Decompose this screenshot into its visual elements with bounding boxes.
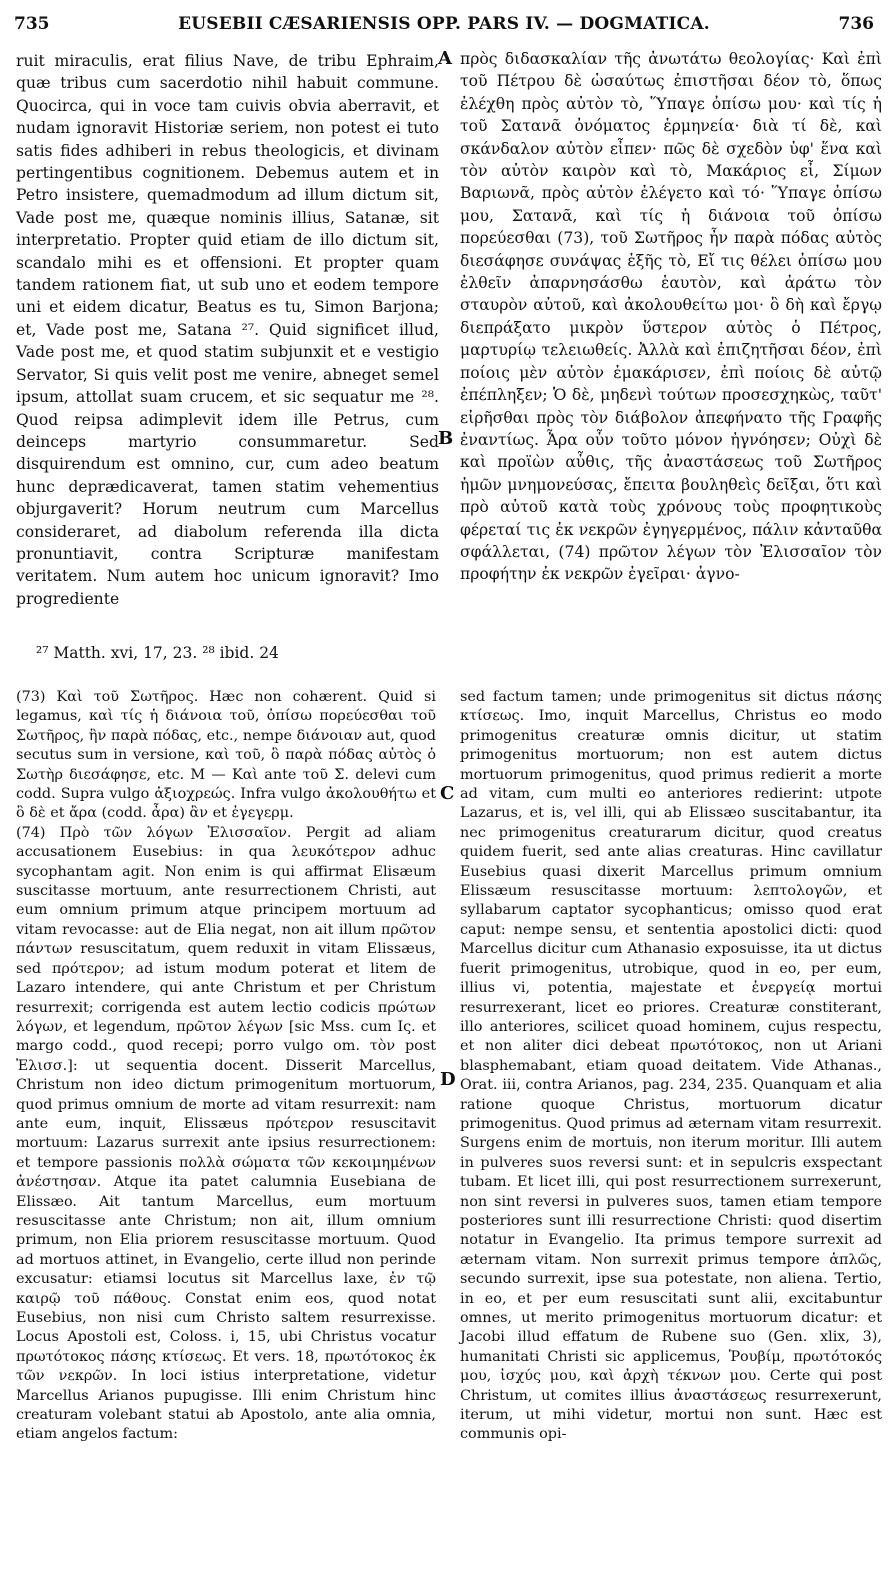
page-number-right: 736 bbox=[838, 14, 874, 34]
notes-left-column bbox=[16, 688, 436, 1445]
notes-right-column bbox=[460, 688, 882, 1445]
latin-main-text: ruit miraculis, erat filius Nave, de tribu Ephraim, quæ tribus cum sacerdotio nihil habuit commune. Quocirca, qui in voce tam cuivis obvia aberravit, et nudam ignoravit Historiæ seriem, non potest ei tuto satis fides adhiberi in rebus theologicis, et divinam pertingentibus cognitionem. Debemus autem et in Petro insistere, quemadmodum ad illum dictum sit, Vade post me, quæque nominis illius, Satanæ, sit interpretatio. Propter quid etiam de illo dictum sit, scandalo mihi es et offensioni. Et propter quam tandem rationem fiat, ut sub uno et eodem tempore uni et eidem dicatur, Beatus es tu, Simon Barjona; et, Vade post me, Satana ²⁷. Quid significet illud, Vade post me, et quod statim subjunxit et e vestigio Servator, Si quis velit post me venire, abneget semel ipsum, attollat suam crucem, et sic sequatur me ²⁸. Quod reipsa adimplevit idem ille Petrus, cum deinceps martyrio consummaretur. Sed disquirendum est omnino, cur, cum adeo beatum hunc deprædicaverat, tamen statim vehementius objurgaverit? Horum neutrum cum Marcellus consideraret, ad diabolum referenda illa dicta pronuntiavit, contra Scripturæ manifestam veritatem. Num autem hoc unicum ignoravit? Imo progrediente bbox=[16, 52, 439, 608]
section-marker-b: B bbox=[438, 428, 454, 449]
section-marker-d: D bbox=[440, 1069, 456, 1090]
page-number-left: 735 bbox=[14, 14, 50, 34]
note-73: (73) Καὶ τοῦ Σωτῆρος. Hæc non cohærent. Quid si legamus, καὶ τίς ἡ διάνοια τοῦ, ὀπίσω πορεύεσθαι τοῦ Σωτῆρος, ἣν παρὰ πόδας, etc., nempe διάνοιαν aut, quod secutus sum in versione, καὶ τοῦ, ὃ παρὰ πόδας αὐτὸς ὁ Σωτὴρ διεσάφησε, etc. M — Καὶ ante τοῦ Σ. delevi cum codd. Supra vulgo ἀξιοχρεώς. Infra vulgo ἀκολουθήτω et ὃ δὲ et ἄρα (codd. ἆρα) ἂν et ἐγεγερμ. bbox=[16, 689, 436, 822]
running-title: EUSEBII CÆSARIENSIS OPP. PARS IV. — DOGMATICA. bbox=[178, 14, 710, 34]
page-header bbox=[14, 14, 874, 40]
note-74-continued: sed factum tamen; unde primogenitus sit dictus πάσης κτίσεως. Imo, inquit Marcellus, Christus eo modo primogenitus creaturæ omnis dicitur, ut statim primogenitus mortuorum; non est autem dictus mortuorum primogenitus, quod primus redierit a morte ad vitam, cum multi eo anteriores redierint: utpote Lazarus, et is, vel illi, qui ab Elissæo suscitabantur, ita nec primogenitus creaturarum dicitur, quod creatus quidem fuerit, sed ante alias creaturas. Hinc cavillatur Eusebius quasi dixerit Marcellus primum omnium Elissæum resuscitasse mortuum: λεπτολογῶν, et syllabarum captator sycophanticus; omisso quod erat caput: nempe sensu, et sententia apostolici dicti: quod Marcellus dicitur cum Athanasio exposuisse, ita ut dictus fuerit primogenitus, utrobique, quod in eo, per eum, illius vi, potentia, majestate et ἐνεργείᾳ mortui resurrexerant, licet eo priores. Creaturæ constiterant, illo anteriores, scilicet quoad hominem, cujus respectu, et non aliter dici debeat πρωτότοκος, non ut Ariani blasphemabant, etiam quoad deitatem. Vide Athanas., Orat. iii, contra Arianos, pag. 234, 235. Quanquam et alia ratione quoque Christus, mortuorum dicatur primogenitus. Quod primus ad æternam vitam resurrexit. Surgens enim de mortuis, non iterum moritur. Illi autem in pulveres suos reversi sunt: et in sepulcris exspectant tubam. Et licet illi, qui post resurrectionem surrexerunt, non sint reversi in pulveres suos, tamen etiam tempore posteriores sunt illi resurrectione Christi: quod disertim notatur in Evangelio. Ita primus tempore surrexit ad æternam vitam. Non surrexit primus tempore ἁπλῶς, secundo surrexit, ipse sua potestate, non aliena. Tertio, in eo, et per eum resuscitati sunt alii, excitabuntur omnes, ut merito primogenitus mortuorum dicatur: et Jacobi illud effatum de Rubene suo (Gen. xlix, 3), humanitati Christi sic applicemus, Ῥουβίμ, πρωτότοκός μου, ἰσχύς μου, καὶ ἀρχὴ τέκνων μου. Certe qui post Christum, ut comites illius ἀναστάσεως resurrexerunt, iterum, ut mihi videtur, mortui non sunt. Hæc est communis opi- bbox=[460, 689, 882, 1443]
latin-main-column bbox=[16, 50, 439, 610]
note-74: (74) Πρὸ τῶν λόγων Ἐλισσαῖον. Pergit ad aliam accusationem Eusebius: in qua λευκότερον adhuc sycophantam agit. Non enim is qui affirmat Elisæum suscitasse mortuum, ante resurrectionem Christi, aut eum omnium primum atque principem mortuum ad vitam revocasse: aut de Elia negat, non ait illum πρῶτον πάντων resuscitatum, quem reduxit in vitam Elissæus, sed πρότερον; ad istum modum poterat et litem de Lazaro intendere, qui ante Christum et per Christum resurrexit; corrigenda est autem lectio codicis πρώτων λόγων, et legendum, πρῶτον λέγων [sic Mss. cum Ις. et margo codd., quod recepi; porro vulgo om. τὸν post Ἐλισσ.]: ut sequentia docent. Disserit Marcellus, Christum non ideo dictum primogenitum mortuorum, quod primus omnium de morte ad vitam resurrexit: nam ante eum, inquit, Elissæus πρότερον resuscitavit mortuum: Lazarus surrexit ante ipsius resurrectionem: et tempore passionis πολλὰ σώματα τῶν κεκοιμημένων ἀνέστησαν. Atque ita patet calumnia Eusebiana de Elissæo. Ait tantum Marcellus, eum mortuum resuscitasse ante Christum; non ait, illum omnium primum, non Elia priorem resuscitasse mortuum. Quod ad mortuos attinet, in Evangelio, certe illud non perinde excusatur: etiamsi locutus sit Marcellus laxe, ἐν τῷ καιρῷ τοῦ πάθους. Constat enim eos, quod notat Eusebius, non nisi cum Christo saltem resurrexisse. Locus Apostoli est, Coloss. i, 15, ubi Christus vocatur πρωτότοκος πάσης κτίσεως. Et vers. 18, πρωτότοκος ἐκ τῶν νεκρῶν. In loci istius interpretatione, videtur Marcellus Arianos pupugisse. Illi enim Christum hinc creaturam volebant statui ab Apostolo, ante alia omnia, etiam angelos factum: bbox=[16, 824, 436, 1443]
greek-main-column bbox=[460, 48, 882, 586]
greek-main-text: πρὸς διδασκαλίαν τῆς ἀνωτάτω θεολογίας· Καὶ ἐπὶ τοῦ Πέτρου δὲ ὡσαύτως ἐπιστῆσαι δέον τὸ, ὅπως ἐλέχθη πρὸς αὐτὸν τὸ, Ὕπαγε ὀπίσω μου· καὶ τίς ἡ τοῦ Σατανᾶ ὀνόματος ἑρμηνεία· διὰ τί δὲ, καὶ σκάνδαλον αὐτὸν εἶπεν· πῶς δὲ σχεδὸν ὑφ' ἕνα καὶ τὸν αὐτὸν καιρὸν καὶ τὸ, Μακάριος εἶ, Σίμων Βαριωνᾶ, πρὸς αὐτὸν ἐλέγετο καὶ τό· Ὕπαγε ὀπίσω μου, Σατανᾶ, καὶ τίς ἡ διάνοια τοῦ ὀπίσω πορεύεσθαι (73), τοῦ Σωτῆρος ἦν παρὰ πόδας αὐτὸς διεσάφησε συνάψας ἑξῆς τὸ, Εἴ τις θέλει ὀπίσω μου ἐλθεῖν ἀπαρνησάσθω ἑαυτὸν, καὶ ἀράτω τὸν σταυρὸν αὐτοῦ, καὶ ἀκολουθείτω μοι· ὃ δὴ καὶ ἔργῳ διεπράξατο μικρὸν ὕστερον αὐτὸς ὁ Πέτρος, μαρτυρίῳ τελειωθείς. Ἀλλὰ καὶ ἐπιζητῆσαι δέον, ἐπὶ ποίοις μὲν αὐτὸν ἐμακάρισεν, ἐπὶ ποίοις δὲ αὐτῷ ἐπέπληξεν; Ὁ δὲ, μηδενὶ τούτων προσεσχηκὼς, ταῦτ' εἰρῆσθαι πρὸς τὸν διάβολον ἀπεφήνατο τῆς Γραφῆς ἐναντίως. Ἆρα οὖν τοῦτο μόνον ἠγνόησεν; Οὐχὶ δὲ καὶ προϊὼν αὖθις, τῆς ἀναστάσεως τοῦ Σωτῆρος ἡμῶν μνημονεύσας, ἔπειτα βουληθεὶς δεῖξαι, ὅτι καὶ πρὸ αὐτοῦ κατὰ τοὺς χρόνους τοὺς προφητικοὺς φέρεταί τις ἐκ νεκρῶν ἐγηγερμένος, πάλιν κἀνταῦθα σφάλλεται, (74) πρῶτον λέγων τὸν Ἐλισσαῖον τὸν προφήτην ἐκ νεκρῶν ἐγεῖραι· ἀγνο- bbox=[460, 50, 882, 584]
footnotes: ²⁷ Matth. xvi, 17, 23. ²⁸ ibid. 24 bbox=[36, 644, 279, 662]
section-marker-a: A bbox=[438, 48, 452, 69]
section-marker-c: C bbox=[440, 783, 455, 804]
